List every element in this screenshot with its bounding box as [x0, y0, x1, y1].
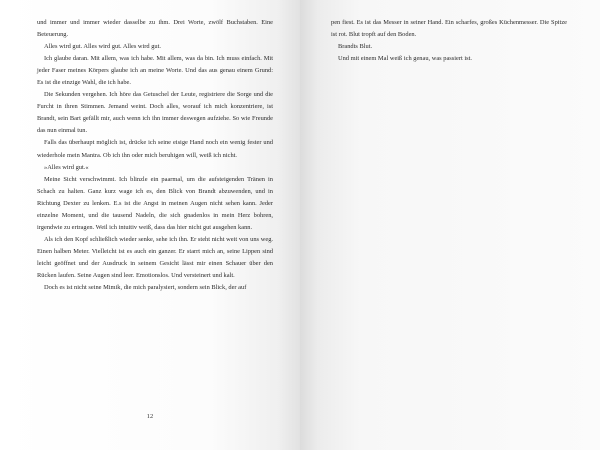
paragraph: Als ich den Kopf schließlich wieder senke, sehe ich ihn. Er steht nicht weit von uns weg. Einen halben Meter. Vielleicht ist es auch ein ganzer. Er starrt mich an, seine Lippen sind leicht geöffnet und der Ausdruck in seinem Gesicht lässt mir einen Schauer über den Rücken laufen. Seine Augen sind leer. Emotionslos. Und versteinert und kalt.	[37, 235, 273, 279]
paragraph: Falls das überhaupt möglich ist, drücke ich seine eisige Hand noch ein wenig fester und wiederhole mein Mantra. Ob ich ihn oder mich beruhigen will, weiß ich nicht.	[37, 139, 273, 159]
right-page	[300, 0, 600, 450]
paragraph: Ich glaube daran. Mit allem, was ich habe. Mit allem, was da bin. Ich muss einfach. Mit jeder Faser meines Körpers glaube ich an meine Worte. Und das aus genau einem Grund: Es ist die einzige Wahl, die ich habe.	[37, 55, 273, 87]
paragraph: Doch es ist nicht seine Mimik, die mich paralysiert, sondern sein Blick, der auf	[44, 284, 247, 292]
paragraph: »Alles wird gut.«	[44, 163, 89, 171]
paragraph: pen fiest. Es ist das Messer in seiner Hand. Ein scharfes, großes Küchenmesser. Die Spitze ist rot. Blut tropft auf den Boden.	[331, 19, 567, 39]
paragraph: und immer und immer wieder dasselbe zu ihm. Drei Worte, zwölf Buchstaben. Eine Beteuerung.	[37, 19, 273, 39]
page-number: 12	[146, 413, 154, 420]
left-page-text	[37, 17, 273, 294]
paragraph: Und mit einem Mal weiß ich genau, was passiert ist.	[338, 55, 472, 63]
right-page-text	[331, 17, 567, 65]
paragraph: Die Sekunden vergehen. Ich höre das Getuschel der Leute, registriere die Sorge und die Furcht in ihren Stimmen. Jemand weint. Doch alles, worauf ich mich konzentriere, ist Brandt, sein Bart gefällt mir, auch wenn ich ihn immer deswegen aufziehe. So wie Freunde das nun einmal tun.	[37, 91, 273, 135]
paragraph: Alles wird gut. Alles wird gut. Alles wird gut.	[44, 43, 161, 51]
paragraph: Brandts Blut.	[338, 43, 373, 51]
paragraph: Meine Sicht verschwimmt. Ich blinzle ein paarmal, um die aufsteigenden Tränen in Schach zu halten. Ganz kurz wage ich es, den Blick von Brandt abzuwenden, und in Richtung Dexter zu lenken. E.s ist die Angst in meinen Augen nicht sehen kann. Jeder einzelne Moment, und die tausend Nadeln, die sich gnadenlos in mein Herz bohren, irgendwie zu ertragen. Weil ich intuitiv weiß, dass das hier nicht gut ausgehen kann.	[37, 175, 273, 231]
